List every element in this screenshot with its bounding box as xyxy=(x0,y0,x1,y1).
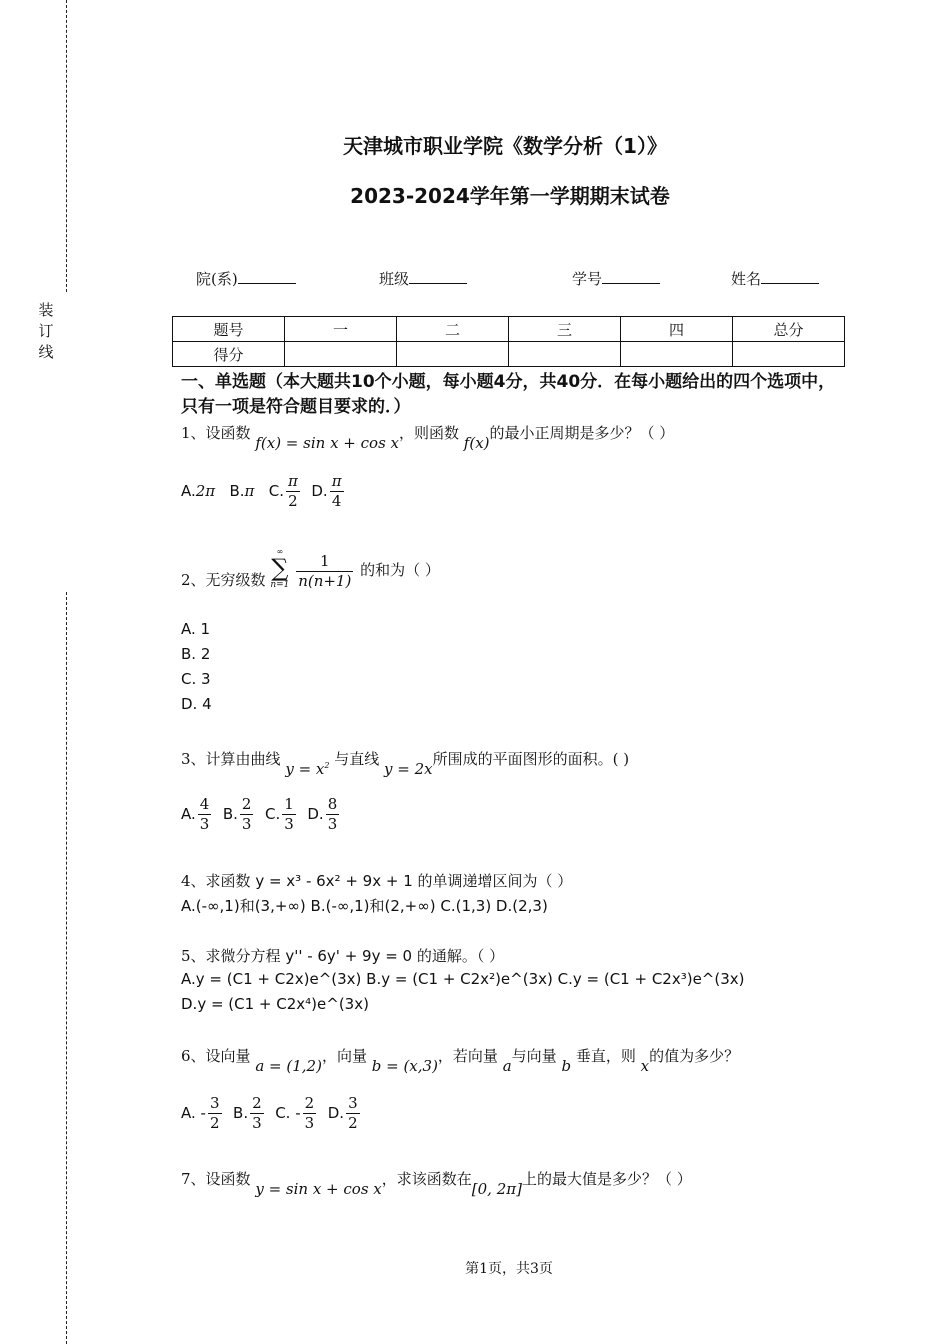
math-expression: $y = x^2$ xyxy=(285,760,330,778)
blank-line xyxy=(602,269,660,284)
question-2: 2、无穷级数 ∞ ∑ n=1 $\frac{1}{n(n+1)}$ 的和为（ ） xyxy=(181,547,440,590)
blank-line xyxy=(409,269,467,284)
fraction: $\frac{3}{2}$ xyxy=(209,1094,220,1132)
list-item: A. 1 xyxy=(181,620,211,638)
question-5-options-line2: D.y = (C1 + C2x⁴)e^(3x) xyxy=(181,995,369,1013)
question-3: 3、计算由曲线 $y = x^2$ 与直线 y = 2x所围成的平面图形的面积。( ) xyxy=(181,750,630,778)
blank-line xyxy=(238,269,296,284)
score-table-header-row xyxy=(173,317,845,342)
fraction: $\frac{1}{3}$ xyxy=(284,795,294,833)
binding-line-bottom xyxy=(66,592,67,1344)
math-expression: b = (x,3) xyxy=(371,1057,438,1075)
list-item: C. 3 xyxy=(181,670,211,688)
list-item: B. 2 xyxy=(181,645,211,663)
fraction: $\frac{\pi}{2}$ xyxy=(287,472,298,510)
summation-sign: ∞ ∑ n=1 xyxy=(270,547,290,590)
section-heading: 一、单选题（本大题共10个小题，每小题4分，共40分．在每小题给出的四个选项中，只有一项是符合题目要求的．） xyxy=(181,372,836,417)
exam-title-line2: 2023-2024学年第一学期期末试卷 xyxy=(350,184,670,208)
table-header-cell: 题号 xyxy=(173,317,285,342)
table-header-cell: 二 xyxy=(397,317,509,342)
info-field-name[interactable]: 姓名 xyxy=(731,268,819,289)
table-header-cell: 三 xyxy=(509,317,621,342)
table-header-cell: 一 xyxy=(285,317,397,342)
fraction: $\frac{\pi}{4}$ xyxy=(331,472,342,510)
binding-label: 装订线 xyxy=(38,301,54,361)
info-field-department[interactable]: 院(系) xyxy=(196,268,296,289)
math-expression: x xyxy=(640,1057,650,1075)
math-expression: y = sin x + cos x xyxy=(255,1180,382,1198)
score-table xyxy=(172,316,845,367)
question-7: 7、设函数 y = sin x + cos x，求该函数在[0, 2π]上的最大值是多少？（ ） xyxy=(181,1170,692,1198)
page-number: 第1页，共3页 xyxy=(465,1261,553,1277)
math-expression: b xyxy=(561,1057,572,1075)
score-cell[interactable] xyxy=(285,342,397,367)
math-expression: [0, 2π] xyxy=(471,1180,522,1198)
table-row-label: 得分 xyxy=(173,342,285,367)
math-expression: y = 2x xyxy=(384,760,433,778)
table-header-cell: 四 xyxy=(621,317,733,342)
fraction: $\frac{8}{3}$ xyxy=(327,795,338,833)
question-5: 5、求微分方程 y'' - 6y' + 9y = 0 的通解。（ ） xyxy=(181,947,505,965)
blank-line xyxy=(761,269,819,284)
fraction: $\frac{1}{n(n+1)}$ xyxy=(298,551,352,590)
question-5-options-line1: A.y = (C1 + C2x)e^(3x) B.y = (C1 + C2x²)e^(3x) C.y = (C1 + C2x³)e^(3x) xyxy=(181,970,745,988)
exam-title-line1: 天津城市职业学院《数学分析（1）》 xyxy=(343,134,667,158)
fraction: $\frac{2}{3}$ xyxy=(241,795,252,833)
sigma-icon: ∑ xyxy=(271,554,289,582)
score-cell[interactable] xyxy=(733,342,845,367)
info-field-class[interactable]: 班级 xyxy=(379,268,467,289)
question-3-options: A. $\frac{4}{3}$ B. $\frac{2}{3}$ C. $\frac{1}{3}$ D. $\frac{8}{3}$ xyxy=(181,795,338,833)
fraction: $\frac{4}{3}$ xyxy=(199,795,210,833)
fraction: $\frac{2}{3}$ xyxy=(252,1094,262,1132)
question-6: 6、设向量 a = (1,2)，向量 b = (x,3)，若向量 a与向量 b 垂直，则 x的值为多少？ xyxy=(181,1047,740,1075)
list-item: D. 4 xyxy=(181,695,212,713)
math-expression: f(x) xyxy=(463,434,490,452)
math-expression: a xyxy=(502,1057,512,1075)
fraction: $\frac{2}{3}$ xyxy=(304,1094,315,1132)
info-field-student-id[interactable]: 学号 xyxy=(572,268,660,289)
question-1: 1、设函数 f(x) = sin x + cos x，则函数 f(x)的最小正周期是多少？（ ） xyxy=(181,424,675,452)
math-expression: a = (1,2) xyxy=(255,1057,322,1075)
question-4-options: A.(-∞,1)和(3,+∞) B.(-∞,1)和(2,+∞) C.(1,3) D.(2,3) xyxy=(181,897,548,915)
score-cell[interactable] xyxy=(397,342,509,367)
score-table-score-row xyxy=(173,342,845,367)
score-cell[interactable] xyxy=(509,342,621,367)
score-cell[interactable] xyxy=(621,342,733,367)
question-1-options: A.2π B.π C. $\frac{\pi}{2}$ D. $\frac{\pi}{4}$ xyxy=(181,472,342,510)
question-4: 4、求函数 y = x³ - 6x² + 9x + 1 的单调递增区间为（ ） xyxy=(181,872,573,890)
table-header-cell: 总分 xyxy=(733,317,845,342)
fraction: $\frac{3}{2}$ xyxy=(348,1094,358,1132)
math-expression: f(x) = sin x + cos x xyxy=(255,434,399,452)
question-6-options: A. - $\frac{3}{2}$ B. $\frac{2}{3}$ C. - $\frac{2}{3}$ D. $\frac{3}{2}$ xyxy=(181,1094,358,1132)
